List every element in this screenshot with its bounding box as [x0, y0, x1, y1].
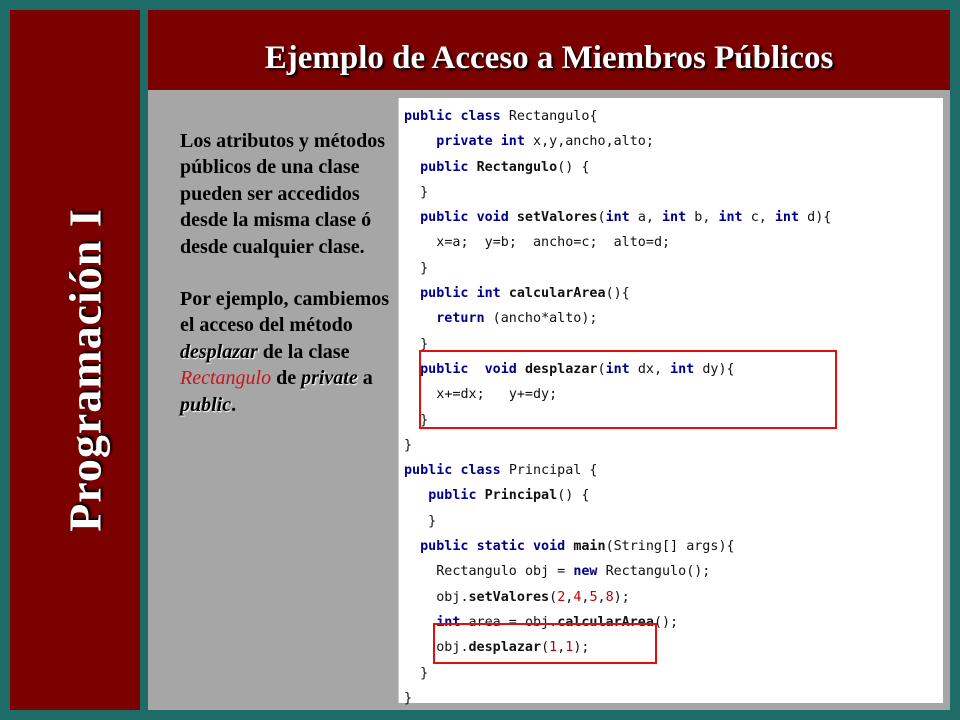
code-line: x+=dx; y+=dy;	[436, 387, 558, 403]
explanation-text	[180, 128, 390, 418]
slide-title: Ejemplo de Acceso a Miembros Públicos	[264, 40, 834, 76]
code-line: public void setValores(int a, int b, int c, int d){	[420, 210, 832, 226]
code-line: obj.desplazar(1,1);	[436, 640, 590, 656]
code-line: public Rectangulo() {	[420, 159, 590, 175]
code-line: }	[404, 412, 429, 428]
desplazar-method-highlight	[419, 350, 837, 429]
period: .	[231, 393, 237, 416]
code-line: obj.setValores(2,4,5,8);	[436, 589, 630, 605]
code-line: }	[404, 690, 413, 706]
code-line: Rectangulo obj = new Rectangulo();	[436, 564, 711, 580]
paragraph-2	[180, 286, 390, 418]
de-la-text: de la clase	[262, 340, 350, 363]
de-text: de	[276, 367, 297, 390]
para2-intro: Por ejemplo, cambiemos el acceso del método	[180, 288, 390, 337]
public-word: public	[180, 393, 232, 416]
paragraph-1: Los atributos y métodos públicos de una clase pueden ser accedidos desde la misma clase ó desde cualquier clase.	[180, 130, 386, 258]
code-line: private int x,y,ancho,alto;	[436, 134, 654, 150]
method-name: desplazar	[180, 340, 258, 363]
code-line: x=a; y=b; ancho=c; alto=d;	[436, 235, 671, 251]
code-screenshot	[398, 98, 943, 706]
sidebar	[10, 10, 140, 710]
code-line: }	[404, 336, 429, 352]
code-line: }	[404, 437, 413, 453]
code-line: }	[404, 513, 437, 529]
content-area	[148, 90, 950, 710]
code-line: public int calcularArea(){	[420, 286, 630, 302]
code-line: int area = obj.calcularArea();	[436, 614, 679, 630]
code-line: return (ancho*alto);	[436, 311, 598, 327]
code-line: }	[404, 665, 429, 681]
code-line: public static void main(String[] args){	[420, 539, 735, 555]
private-word: private	[301, 367, 358, 390]
code-line: }	[404, 184, 429, 200]
code-line: public class Principal {	[404, 463, 598, 479]
code-line: public void desplazar(int dx, int dy){	[420, 361, 735, 377]
code-line: }	[404, 260, 429, 276]
a-text: a	[362, 367, 373, 390]
code-line: public class Rectangulo{	[404, 109, 598, 124]
code-line: public Principal() {	[428, 488, 590, 504]
course-title: Programación I	[59, 208, 111, 532]
class-name: Rectangulo	[180, 367, 272, 390]
desplazar-call-highlight	[433, 623, 657, 664]
header-bar	[148, 10, 950, 90]
